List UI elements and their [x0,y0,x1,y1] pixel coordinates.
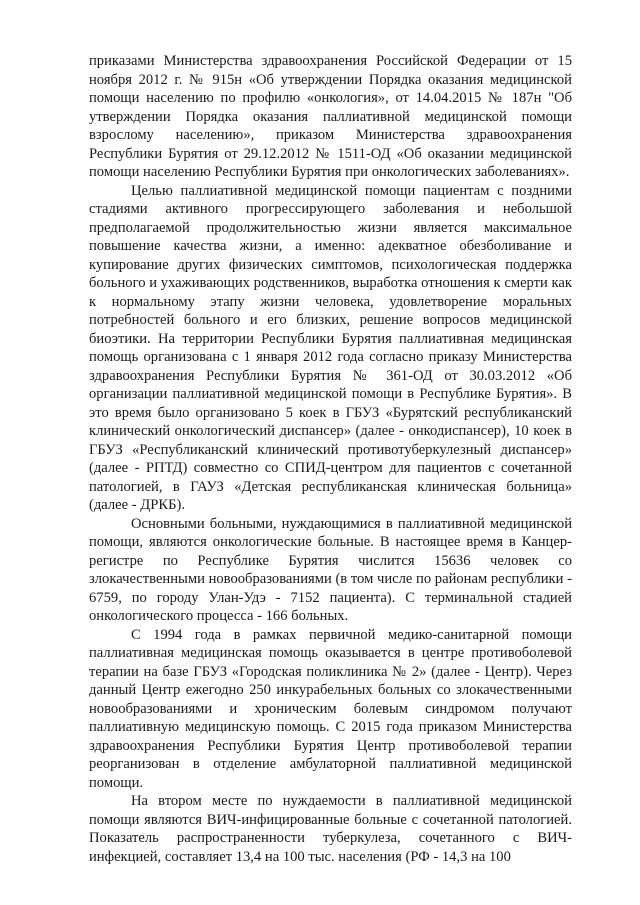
paragraph-oncology-patients: Основными больными, нуждающимися в паллиативной медицинской помощи, являются онкологические больные. В настоящее время в Канцер-регистре по Республике Бурятия числится 15636 человек со злокачественными новообразованиями (в том числе по районам республики - 6759, по городу Улан-Удэ - 7152 пациента). С терминальной стадией онкологического процесса - 166 больных. [89,515,572,624]
paragraph-palliative-goal: Целью паллиативной медицинской помощи пациентам с поздними стадиями активного прогрессирующего заболевания и небольшой предполагаемой продолжительностью жизни является максимальное повышение качества жизни, а именно: адекватное обезболивание и купирование других физических симптомов, психологическая поддержка больного и ухаживающих родственников, выработка отношения к смерти как к нормальному этапу жизни человека, удовлетворение моральных потребностей больного и его близких, решение вопросов медицинской биоэтики. На территории Республики Бурятия паллиативная медицинская помощь организована с 1 января 2012 года согласно приказу Министерства здравоохранения Республики Бурятия № 361-ОД от 30.03.2012 «Об организации паллиативной медицинской помощи в Республике Бурятия». В это время было организовано 5 коек в ГБУЗ «Бурятский республиканский клинический онкологический диспансер» (далее - онкодиспансер), 10 коек в ГБУЗ «Республиканский клинический противотуберкулезный диспансер» (далее - РПТД) совместно со СПИД-центром для пациентов с сочетанной патологией, в ГАУЗ «Детская республиканская клиническая больница» (далее - ДРКБ). [89,182,572,513]
document-body [89,52,572,866]
paragraph-regulations: приказами Министерства здравоохранения Российской Федерации от 15 ноября 2012 г. № 915н «Об утверждении Порядка оказания медицинской помощи населению по профилю «онкология», от 14.04.2015 № 187н "Об утверждении Порядка оказания паллиативной медицинской помощи взрослому населению», приказом Министерства здравоохранения Республики Бурятия от 29.12.2012 № 1511-ОД «Об оказании медицинской помощи населению Республики Бурятия при онкологических заболеваниях». [89,53,572,180]
paragraph-pain-center: С 1994 года в рамках первичной медико-санитарной помощи паллиативная медицинская помощь оказывается в центре противоболевой терапии на базе ГБУЗ «Городская поликлиника № 2» (далее - Центр). Через данный Центр ежегодно 250 инкурабельных больных со злокачественными новообразованиями и хроническим болевым синдромом получают паллиативную медицинскую помощь. С 2015 года приказом Министерства здравоохранения Республики Бурятия Центр противоболевой терапии реорганизован в отделение амбулаторной паллиативной медицинской помощи. [89,626,572,791]
paragraph-hiv-patients: На втором месте по нуждаемости в паллиативной медицинской помощи являются ВИЧ-инфицированные больные с сочетанной патологией. Показатель распространенности туберкулеза, сочетанного с ВИЧ-инфекцией, составляет 13,4 на 100 тыс. населения (РФ - 14,3 на 100 [89,793,572,865]
